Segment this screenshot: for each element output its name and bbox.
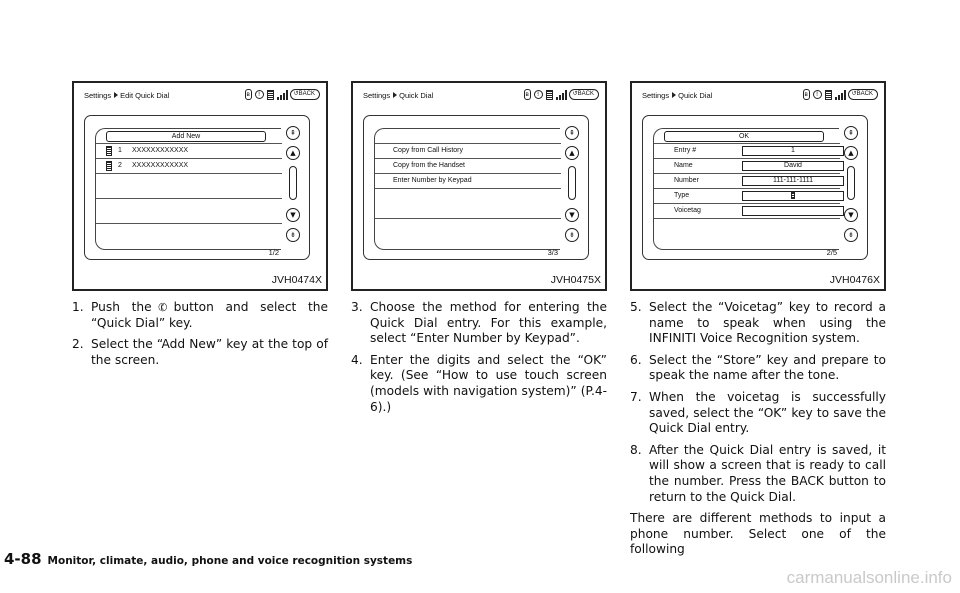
list-row[interactable]: 2 XXXXXXXXXXXX [96,159,282,174]
bluetooth-icon: ʙ [525,91,529,98]
page-up-icon[interactable]: ⇞ [565,126,579,140]
list-item: 7. When the voicetag is successfully saved, select the “OK” key to save the Quick Dial entry. [630,389,886,436]
ok-button[interactable]: OK [664,131,824,142]
list-row [375,189,561,219]
signal-bars-icon [556,90,566,100]
scroll-controls [564,126,582,252]
type-field[interactable] [742,191,844,201]
form-row-number[interactable]: Number 111-111-1111 [654,174,840,189]
figure-quick-dial-entry-form [630,81,886,291]
form-row-voicetag[interactable]: Voicetag [654,204,840,219]
back-button[interactable]: ↺BACK [848,89,878,100]
list-row [375,219,561,250]
figure-quick-dial-methods [351,81,607,291]
text-column-left [72,300,328,374]
figure-code: JVH0474X [271,274,322,286]
list-row-copy-call-history[interactable]: Copy from Call History [375,144,561,159]
form-row-type[interactable]: Type [654,189,840,204]
figure-code: JVH0476X [829,274,880,286]
list-row[interactable] [654,129,840,144]
menu-list [374,128,560,250]
scroll-controls [843,126,861,252]
figure-edit-quick-dial [72,81,328,291]
list-row-copy-handset[interactable]: Copy from the Handset [375,159,561,174]
screen-frame [363,115,589,260]
screen-frame [84,115,310,260]
figure-code: JVH0475X [550,274,601,286]
list-row [96,224,282,250]
connection-icon: ! [813,90,822,99]
battery-icon [267,90,274,100]
scroll-down-icon[interactable]: ▼ [286,208,300,222]
back-button[interactable]: ↺BACK [569,89,599,100]
connection-icon: ! [255,90,264,99]
battery-icon [825,90,832,100]
page-indicator: 3/3 [547,248,558,257]
scroll-up-icon[interactable]: ▲ [286,146,300,160]
body-paragraph: There are different methods to input a phone number. Select one of the following [630,511,886,557]
bluetooth-icon: ʙ [246,91,250,98]
page-up-icon[interactable]: ⇞ [844,126,858,140]
list-item: 4. Enter the digits and select the “OK” key. (See “How to use touch screen (models with navigation system)” (P.4-6).) [351,352,607,414]
text-column-right [630,300,886,558]
list-row [96,174,282,199]
list-item: 3. Choose the method for entering the Quick Dial entry. For this example, select “Enter Number by Keypad”. [351,300,607,346]
breadcrumb-arrow-icon [114,92,118,98]
page-number: 4-88 [4,550,42,568]
page-indicator: 2/5 [826,248,837,257]
breadcrumb-arrow-icon [672,92,676,98]
bluetooth-icon: ʙ [804,91,808,98]
status-icons [803,89,878,100]
battery-icon [546,90,553,100]
list-item: 2. Select the “Add New” key at the top of the screen. [72,337,328,367]
breadcrumb: Settings Quick Dial [642,91,713,100]
phone-handset-icon: ✆ [155,299,170,316]
entry-form [653,128,839,250]
breadcrumb-arrow-icon [393,92,397,98]
section-title: Monitor, climate, audio, phone and voice recognition systems [47,555,413,567]
name-field[interactable]: David [742,161,844,171]
watermark: carmanualsonline.info [786,568,952,587]
menu-list [95,128,281,250]
phonebook-icon [106,146,112,156]
scroll-down-icon[interactable]: ▼ [565,208,579,222]
text-column-middle [351,300,607,421]
page-down-icon[interactable]: ⇟ [286,228,300,242]
list-row[interactable]: 1 XXXXXXXXXXXX [96,144,282,159]
breadcrumb: Settings Quick Dial [363,91,434,100]
scrollbar[interactable] [847,166,855,200]
scrollbar[interactable] [568,166,576,200]
back-button[interactable]: ↺BACK [290,89,320,100]
page-down-icon[interactable]: ⇟ [565,228,579,242]
list-row [96,199,282,224]
list-item: 5. Select the “Voicetag” key to record a name to speak when using the INFINITI Voice Recognition system. [630,300,886,346]
form-row-name[interactable]: Name David [654,159,840,174]
list-row-enter-keypad[interactable]: Enter Number by Keypad [375,174,561,189]
signal-bars-icon [835,90,845,100]
phonebook-icon [106,161,112,171]
status-icons [524,89,599,100]
screen-frame [642,115,868,260]
list-item: 1. Push the ✆ button and select the “Quick Dial” key. [72,300,328,331]
voicetag-field[interactable] [742,206,844,216]
status-icons [245,89,320,100]
list-row[interactable] [96,129,282,144]
page-up-icon[interactable]: ⇞ [286,126,300,140]
scroll-up-icon[interactable]: ▲ [844,146,858,160]
scroll-up-icon[interactable]: ▲ [565,146,579,160]
list-row [654,219,840,250]
breadcrumb: Settings Edit Quick Dial [84,91,170,100]
entry-number-field[interactable]: 1 [742,146,844,156]
form-row-entry[interactable]: Entry # 1 [654,144,840,159]
page-down-icon[interactable]: ⇟ [844,228,858,242]
number-field[interactable]: 111-111-1111 [742,176,844,186]
list-row [375,129,561,144]
page-indicator: 1/2 [268,248,279,257]
page-footer [4,549,412,568]
mobile-phone-icon [791,192,795,199]
connection-icon: ! [534,90,543,99]
scroll-controls [285,126,303,252]
scroll-down-icon[interactable]: ▼ [844,208,858,222]
signal-bars-icon [277,90,287,100]
list-item: 8. After the Quick Dial entry is saved, it will show a screen that is ready to call the number. Press the BACK button to return to the Quick Dial. [630,442,886,504]
scrollbar[interactable] [289,166,297,200]
list-item: 6. Select the “Store” key and prepare to speak the name after the tone. [630,352,886,383]
add-new-button[interactable]: Add New [106,131,266,142]
